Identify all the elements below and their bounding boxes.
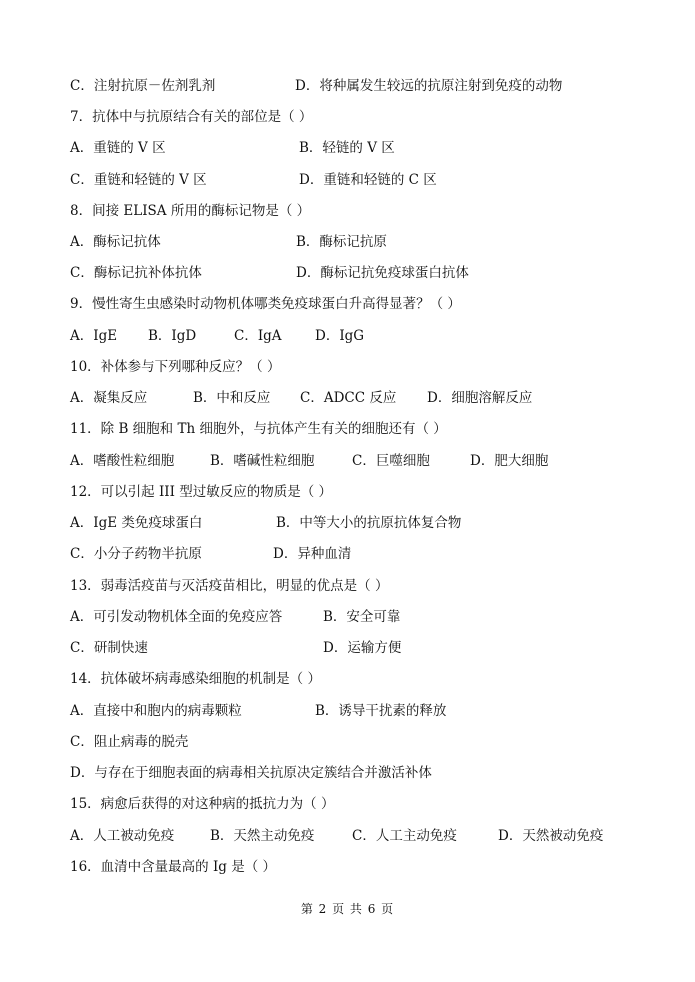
question-text: 12．可以引起 III 型过敏反应的物质是（ ） (70, 484, 333, 500)
option-line (70, 262, 665, 284)
question-text: 14．抗体破坏病毒感染细胞的机制是（ ） (70, 671, 321, 687)
option-d: D．IgG (315, 328, 365, 344)
option-c: C．人工主动免疫 (352, 828, 457, 844)
question-text: 7．抗体中与抗原结合有关的部位是（ ） (70, 109, 313, 125)
option-d: D．酶标记抗免疫球蛋白抗体 (296, 265, 469, 281)
option-line (70, 450, 665, 472)
option-line (70, 325, 665, 347)
option-c: C．小分子药物半抗原 (70, 546, 202, 562)
option-c: C．ADCC 反应 (300, 390, 397, 406)
question-line (70, 668, 665, 690)
option-a: A．IgE 类免疫球蛋白 (70, 515, 203, 531)
option-line (70, 606, 665, 628)
question-line (70, 481, 665, 503)
option-c: C．巨噬细胞 (352, 453, 430, 469)
option-d: D．运输方便 (323, 640, 402, 656)
option-b: B．轻链的 V 区 (299, 140, 395, 156)
option-a: A．嗜酸性粒细胞 (70, 453, 175, 469)
question-text: 16．血清中含量最高的 Ig 是（ ） (70, 859, 277, 875)
option-line (70, 543, 665, 565)
option-b: B．中等大小的抗原抗体复合物 (276, 515, 462, 531)
option-line (70, 637, 665, 659)
question-text: 9．慢性寄生虫感染时动物机体哪类免疫球蛋白升高得显著？（ ） (70, 296, 461, 312)
question-line (70, 293, 665, 315)
option-d: D．重链和轻链的 C 区 (299, 172, 437, 188)
question-text: 10．补体参与下列哪种反应？（ ） (70, 359, 281, 375)
option-c: C．注射抗原－佐剂乳剂 (70, 78, 216, 94)
question-line (70, 418, 665, 440)
question-text: 8．间接 ELISA 所用的酶标记物是（ ） (70, 203, 311, 219)
option-line (70, 512, 665, 534)
option-line (70, 169, 665, 191)
option-b: B．安全可靠 (323, 609, 401, 625)
question-line (70, 106, 665, 128)
option-a: A．凝集反应 (70, 390, 148, 406)
option-b: B．IgD (148, 328, 197, 344)
option-a: A．直接中和胞内的病毒颗粒 (70, 703, 242, 719)
option-line (70, 75, 665, 97)
question-line (70, 856, 665, 878)
option-a: A．IgE (70, 328, 118, 344)
question-text: 13．弱毒活疫苗与灭活疫苗相比，明显的优点是（ ） (70, 578, 389, 594)
question-line (70, 356, 665, 378)
option-b: B．嗜碱性粒细胞 (210, 453, 315, 469)
question-line (70, 793, 665, 815)
option-d: D．异种血清 (273, 546, 352, 562)
option-b: B．中和反应 (193, 390, 271, 406)
question-line (70, 200, 665, 222)
option-c: C．研制快速 (70, 640, 148, 656)
question-text: 15．病愈后获得的对这种病的抵抗力为（ ） (70, 796, 335, 812)
option-d: D．天然被动免疫 (498, 828, 604, 844)
option-line (70, 387, 665, 409)
option-d: D．将种属发生较远的抗原注射到免疫的动物 (295, 78, 563, 94)
option-c: C．阻止病毒的脱壳 (70, 734, 189, 750)
question-text: 11．除 B 细胞和 Th 细胞外，与抗体产生有关的细胞还有（ ） (70, 421, 447, 437)
option-line (70, 231, 665, 253)
option-line (70, 825, 665, 847)
option-c: C．酶标记抗补体抗体 (70, 265, 202, 281)
option-a: A．酶标记抗体 (70, 234, 161, 250)
option-line (70, 700, 665, 722)
option-line (70, 137, 665, 159)
option-b: B．天然主动免疫 (210, 828, 315, 844)
option-d: D．肥大细胞 (470, 453, 549, 469)
option-a: A．可引发动物机体全面的免疫应答 (70, 609, 283, 625)
option-c: C．IgA (234, 328, 282, 344)
option-a: A．人工被动免疫 (70, 828, 175, 844)
option-line (70, 762, 665, 784)
option-d: D．与存在于细胞表面的病毒相关抗原决定簇结合并激活补体 (70, 765, 432, 781)
option-d: D．细胞溶解反应 (427, 390, 533, 406)
option-b: B．诱导干扰素的释放 (315, 703, 447, 719)
option-line (70, 731, 665, 753)
option-a: A．重链的 V 区 (70, 140, 166, 156)
question-line (70, 575, 665, 597)
option-b: B．酶标记抗原 (296, 234, 387, 250)
option-c: C．重链和轻链的 V 区 (70, 172, 207, 188)
page-number-footer: 第 2 页 共 6 页 (300, 902, 395, 916)
